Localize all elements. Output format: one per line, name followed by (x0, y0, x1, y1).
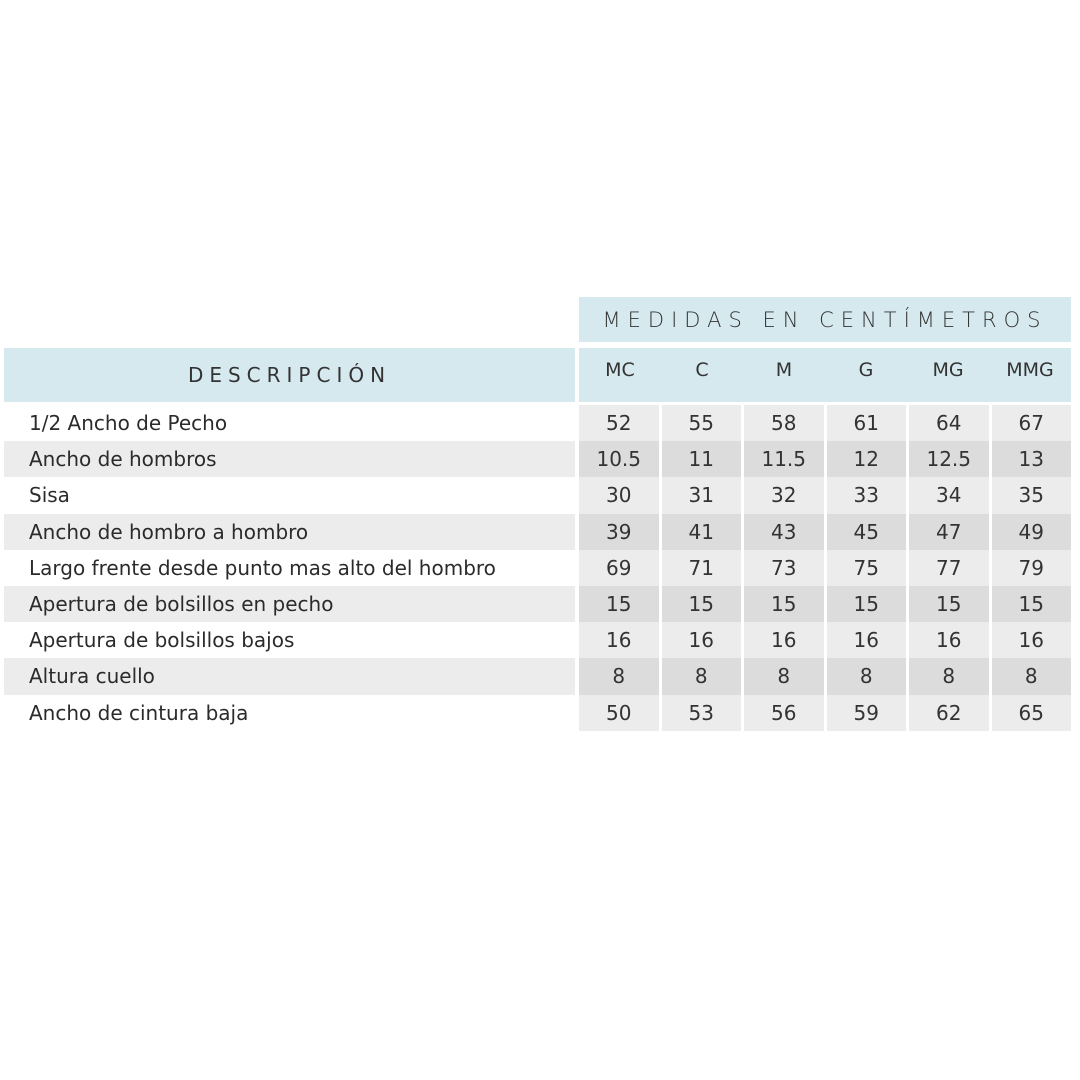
size-value-cell: 39 (579, 514, 662, 550)
table-body (4, 405, 1071, 731)
size-value-cell: 59 (827, 695, 910, 731)
size-value-cell: 65 (992, 695, 1072, 731)
size-value-cell: 8 (662, 658, 745, 694)
size-value-cell: 15 (909, 586, 992, 622)
size-value-cell: 16 (992, 622, 1072, 658)
row-label: Apertura de bolsillos bajos (29, 628, 295, 653)
size-value-cell: 62 (909, 695, 992, 731)
size-value-cell: 69 (579, 550, 662, 586)
table-row (4, 514, 1071, 550)
size-value-cell: 10.5 (579, 441, 662, 477)
size-value-cell: 8 (744, 658, 827, 694)
sizes-header (579, 348, 1071, 402)
table-row (4, 477, 1071, 513)
size-value-cell: 16 (662, 622, 745, 658)
size-value-cell: 55 (662, 405, 745, 441)
size-value-cell: 52 (579, 405, 662, 441)
size-value-cell: 53 (662, 695, 745, 731)
size-value-cell: 49 (992, 514, 1072, 550)
row-label: Altura cuello (4, 658, 575, 694)
size-value-cell: 8 (827, 658, 910, 694)
row-label: Ancho de cintura baja (29, 700, 249, 725)
row-label: Ancho de hombro a hombro (4, 514, 575, 550)
size-value-cell: 41 (662, 514, 745, 550)
size-value-cell: 15 (992, 586, 1072, 622)
table-row (4, 622, 1071, 658)
size-value-cell: 16 (744, 622, 827, 658)
table-row (4, 695, 1071, 731)
size-header-mc: MC (605, 359, 635, 381)
table-row (4, 441, 1071, 477)
size-value-cell: 12.5 (909, 441, 992, 477)
size-value-cell: 75 (827, 550, 910, 586)
table-row (4, 586, 1071, 622)
size-value-cell: 13 (992, 441, 1072, 477)
size-value-cell: 8 (909, 658, 992, 694)
size-value-cell: 47 (909, 514, 992, 550)
size-header-c: C (695, 359, 709, 381)
size-value-cell: 15 (744, 586, 827, 622)
row-label: Largo frente desde punto mas alto del hombro (29, 555, 496, 580)
size-header-g: G (858, 359, 874, 381)
size-header-mmg: MMG (1006, 359, 1054, 381)
size-value-cell: 11 (662, 441, 745, 477)
size-value-cell: 16 (909, 622, 992, 658)
size-value-cell: 33 (827, 477, 910, 513)
size-value-cell: 11.5 (744, 441, 827, 477)
size-value-cell: 8 (579, 658, 662, 694)
size-value-cell: 77 (909, 550, 992, 586)
size-value-cell: 15 (579, 586, 662, 622)
size-value-cell: 35 (992, 477, 1072, 513)
units-header: MEDIDAS EN CENTÍMETROS (579, 297, 1071, 342)
size-header-mg: MG (932, 359, 964, 381)
size-value-cell: 64 (909, 405, 992, 441)
size-value-cell: 16 (827, 622, 910, 658)
row-label: Ancho de hombros (4, 441, 575, 477)
size-value-cell: 45 (827, 514, 910, 550)
size-value-cell: 16 (579, 622, 662, 658)
row-label: Apertura de bolsillos en pecho (4, 586, 575, 622)
size-value-cell: 32 (744, 477, 827, 513)
size-value-cell: 8 (992, 658, 1072, 694)
table-row (4, 405, 1071, 441)
size-value-cell: 58 (744, 405, 827, 441)
size-value-cell: 43 (744, 514, 827, 550)
size-value-cell: 73 (744, 550, 827, 586)
size-value-cell: 34 (909, 477, 992, 513)
size-value-cell: 61 (827, 405, 910, 441)
size-value-cell: 71 (662, 550, 745, 586)
description-header: DESCRIPCIÓN (4, 348, 575, 402)
size-value-cell: 56 (744, 695, 827, 731)
size-value-cell: 31 (662, 477, 745, 513)
row-label: Sisa (29, 483, 70, 508)
size-value-cell: 30 (579, 477, 662, 513)
size-value-cell: 50 (579, 695, 662, 731)
size-header-m: M (775, 359, 793, 381)
size-value-cell: 15 (827, 586, 910, 622)
table-row (4, 658, 1071, 694)
size-value-cell: 12 (827, 441, 910, 477)
size-value-cell: 79 (992, 550, 1072, 586)
table-row (4, 550, 1071, 586)
row-label: 1/2 Ancho de Pecho (29, 411, 228, 436)
size-value-cell: 67 (992, 405, 1072, 441)
size-value-cell: 15 (662, 586, 745, 622)
table-header-row (4, 348, 1071, 402)
